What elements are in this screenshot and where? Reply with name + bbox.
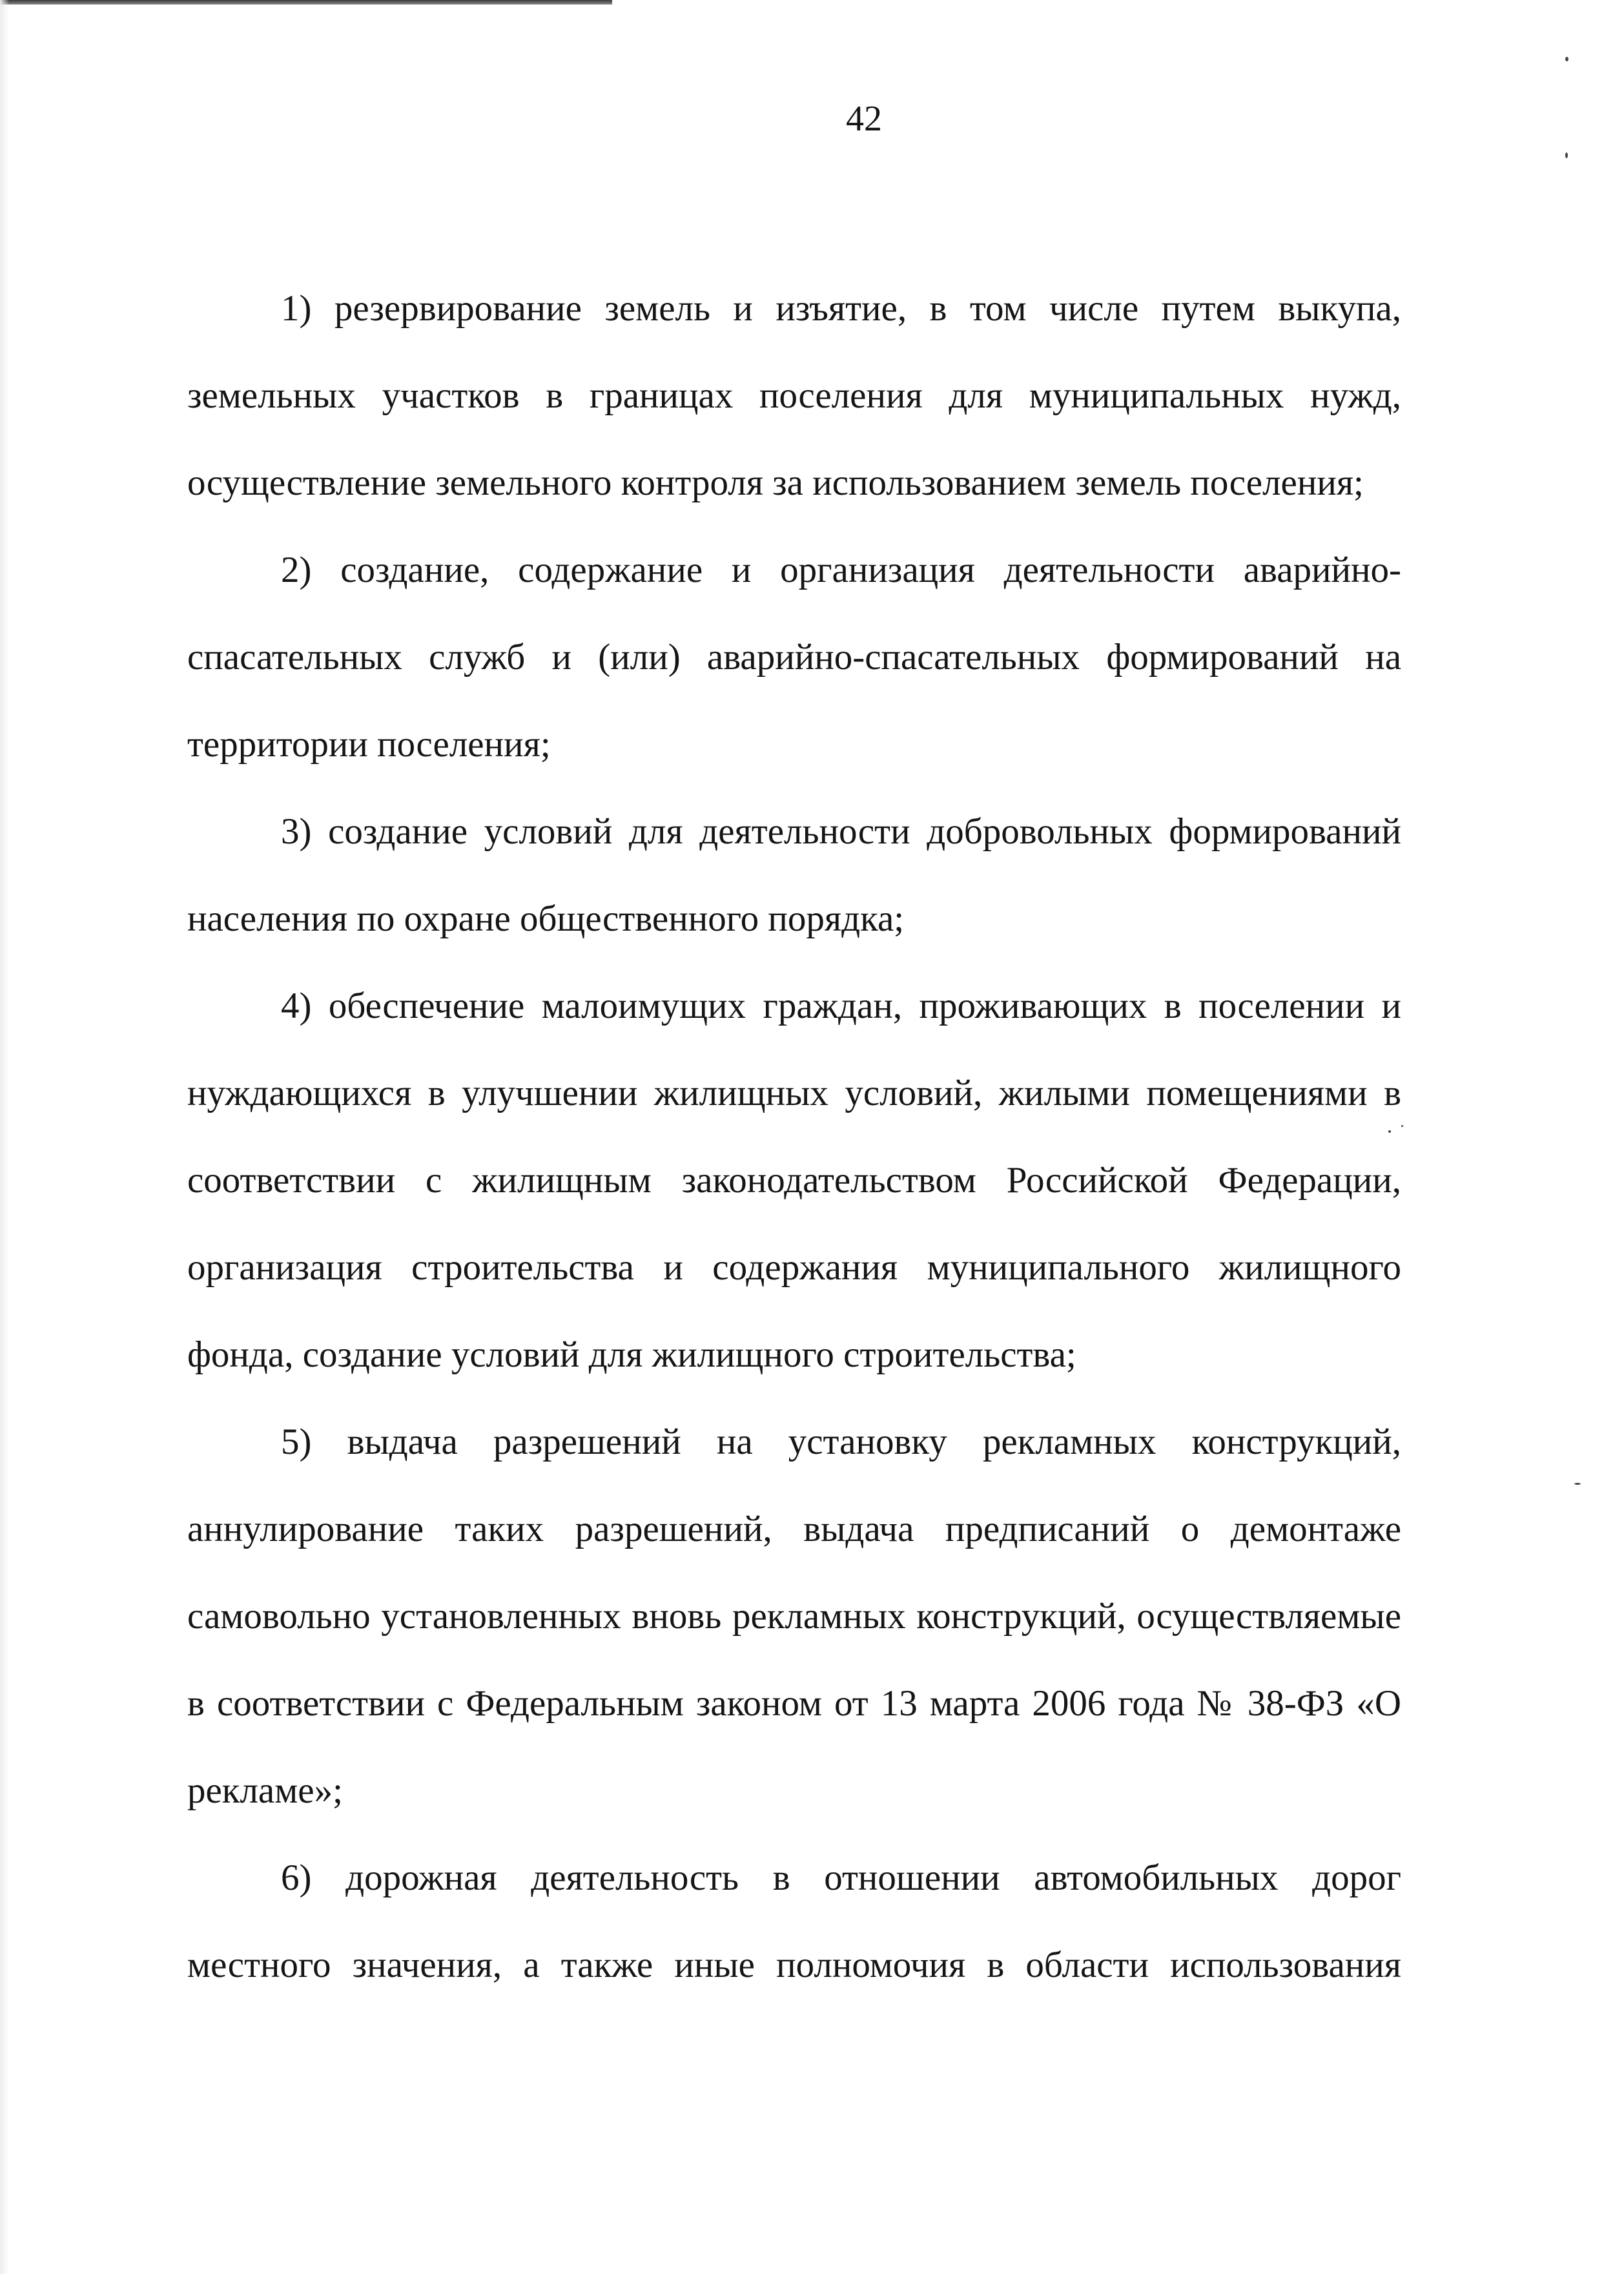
paragraph-item-6: 6) дорожная деятельность в отношении автомобильных дорог местного значения, а также иные полномочия в области использования xyxy=(187,1857,1401,1985)
scan-speck xyxy=(1565,57,1568,61)
paragraph-item-1: 1) резервирование земель и изъятие, в том числе путем выкупа, земельных участков в границах поселения для муниципальных нужд, осуществление земельного контроля за использованием земель поселения; xyxy=(187,288,1401,503)
scan-speck xyxy=(1574,1483,1581,1485)
scan-edge-left xyxy=(0,0,9,2274)
paragraph-item-5: 5) выдача разрешений на установку рекламных конструкций, аннулирование таких разрешений, выдача предписаний о демонтаже самовольно установленных вновь рекламных конструкций, осуществляемые в соответствии с Федеральным законом от 13 марта 2006 года № 38-ФЗ «О рекламе»; xyxy=(187,1421,1401,1811)
paragraph-item-2: 2) создание, содержание и организация деятельности аварийно-спасательных служб и (или) аварийно-спасательных формирований на территории поселения; xyxy=(187,550,1401,765)
scan-speck xyxy=(1565,152,1568,158)
paragraph-item-4: 4) обеспечение малоимущих граждан, проживающих в поселении и нуждающихся в улучшении жилищных условий, жилыми помещениями в соответствии с жилищным законодательством Российской Федерации, организация строительства и содержания муниципального жилищного фонда, создание условий для жилищного строительства; xyxy=(187,986,1401,1375)
paragraph-item-3: 3) создание условий для деятельности добровольных формирований населения по охране общественного порядка; xyxy=(187,811,1401,939)
document-body xyxy=(187,265,1401,2009)
scan-edge-top xyxy=(0,0,612,5)
scan-speck xyxy=(1401,1125,1403,1127)
page-number: 42 xyxy=(846,99,882,139)
